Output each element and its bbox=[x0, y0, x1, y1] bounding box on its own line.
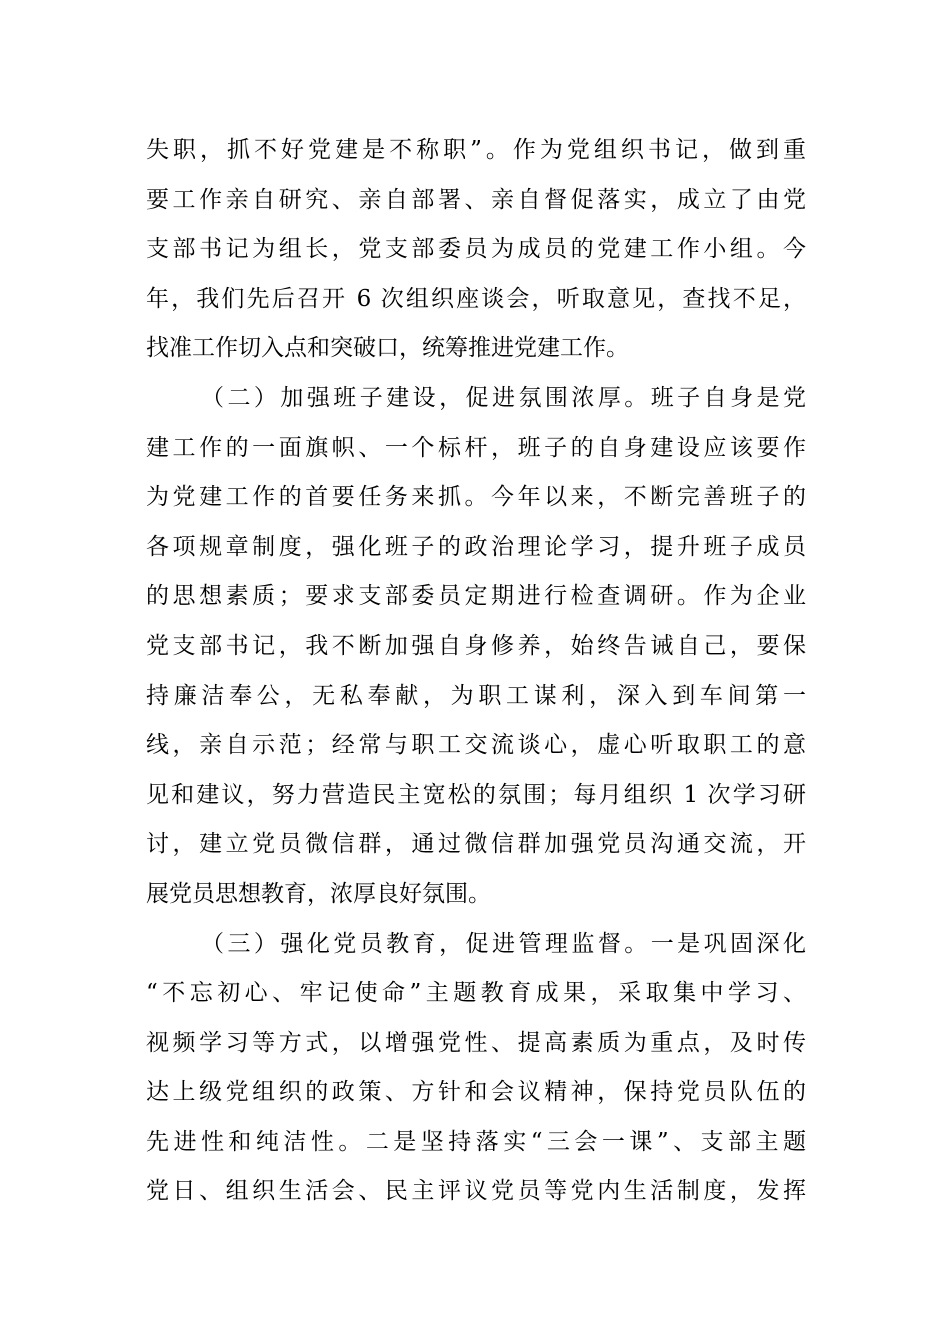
text-line: 党日、组织生活会、民主评议党员等党内生活制度，发挥 bbox=[146, 1178, 806, 1205]
paragraph-member-education bbox=[146, 920, 806, 1218]
text-line: 达上级党组织的政策、方针和会议精神，保持党员队伍的 bbox=[146, 1079, 806, 1106]
body-text bbox=[146, 126, 806, 1217]
text-line: 线，亲自示范；经常与职工交流谈心，虚心听取职工的意 bbox=[146, 732, 806, 759]
text-line: 找准工作切入点和突破口，统筹推进党建工作。 bbox=[146, 335, 629, 362]
text-line: 各项规章制度，强化班子的政治理论学习，提升班子成员 bbox=[146, 533, 806, 560]
text-line: 党支部书记，我不断加强自身修养，始终告诫自己，要保 bbox=[146, 632, 806, 659]
text-line: 失职，抓不好党建是不称职”。作为党组织书记，做到重 bbox=[146, 137, 806, 163]
text-line: 展党员思想教育，浓厚良好氛围。 bbox=[146, 880, 491, 907]
paragraph-team-building bbox=[146, 374, 806, 920]
text-line: “不忘初心、牢记使命”主题教育成果，采取集中学习、 bbox=[146, 980, 806, 1007]
text-line: 为党建工作的首要任务来抓。今年以来，不断完善班子的 bbox=[146, 484, 806, 511]
text-line: 见和建议，努力营造民主宽松的氛围；每月组织 1 次学习研 bbox=[146, 781, 806, 808]
text-line: 视频学习等方式，以增强党性、提高素质为重点，及时传 bbox=[146, 1029, 806, 1056]
text-line: 持廉洁奉公，无私奉献，为职工谋利，深入到车间第一 bbox=[146, 682, 806, 709]
text-line: 的思想素质；要求支部委员定期进行检查调研。作为企业 bbox=[146, 583, 806, 610]
text-line: （三）强化党员教育，促进管理监督。一是巩固深化 bbox=[201, 930, 806, 957]
text-line: （二）加强班子建设，促进氛围浓厚。班子自身是党 bbox=[201, 384, 806, 411]
paragraph-continuation bbox=[146, 126, 806, 374]
text-line: 支部书记为组长，党支部委员为成员的党建工作小组。今 bbox=[146, 236, 806, 263]
text-line: 讨，建立党员微信群，通过微信群加强党员沟通交流，开 bbox=[146, 831, 806, 858]
text-line: 先进性和纯洁性。二是坚持落实“三会一课”、支部主题 bbox=[146, 1128, 806, 1155]
text-line: 年，我们先后召开 6 次组织座谈会，听取意见，查找不足， bbox=[146, 285, 806, 312]
text-line: 要工作亲自研究、亲自部署、亲自督促落实，成立了由党 bbox=[146, 186, 806, 213]
text-line: 建工作的一面旗帜、一个标杆，班子的自身建设应该要作 bbox=[146, 434, 806, 461]
